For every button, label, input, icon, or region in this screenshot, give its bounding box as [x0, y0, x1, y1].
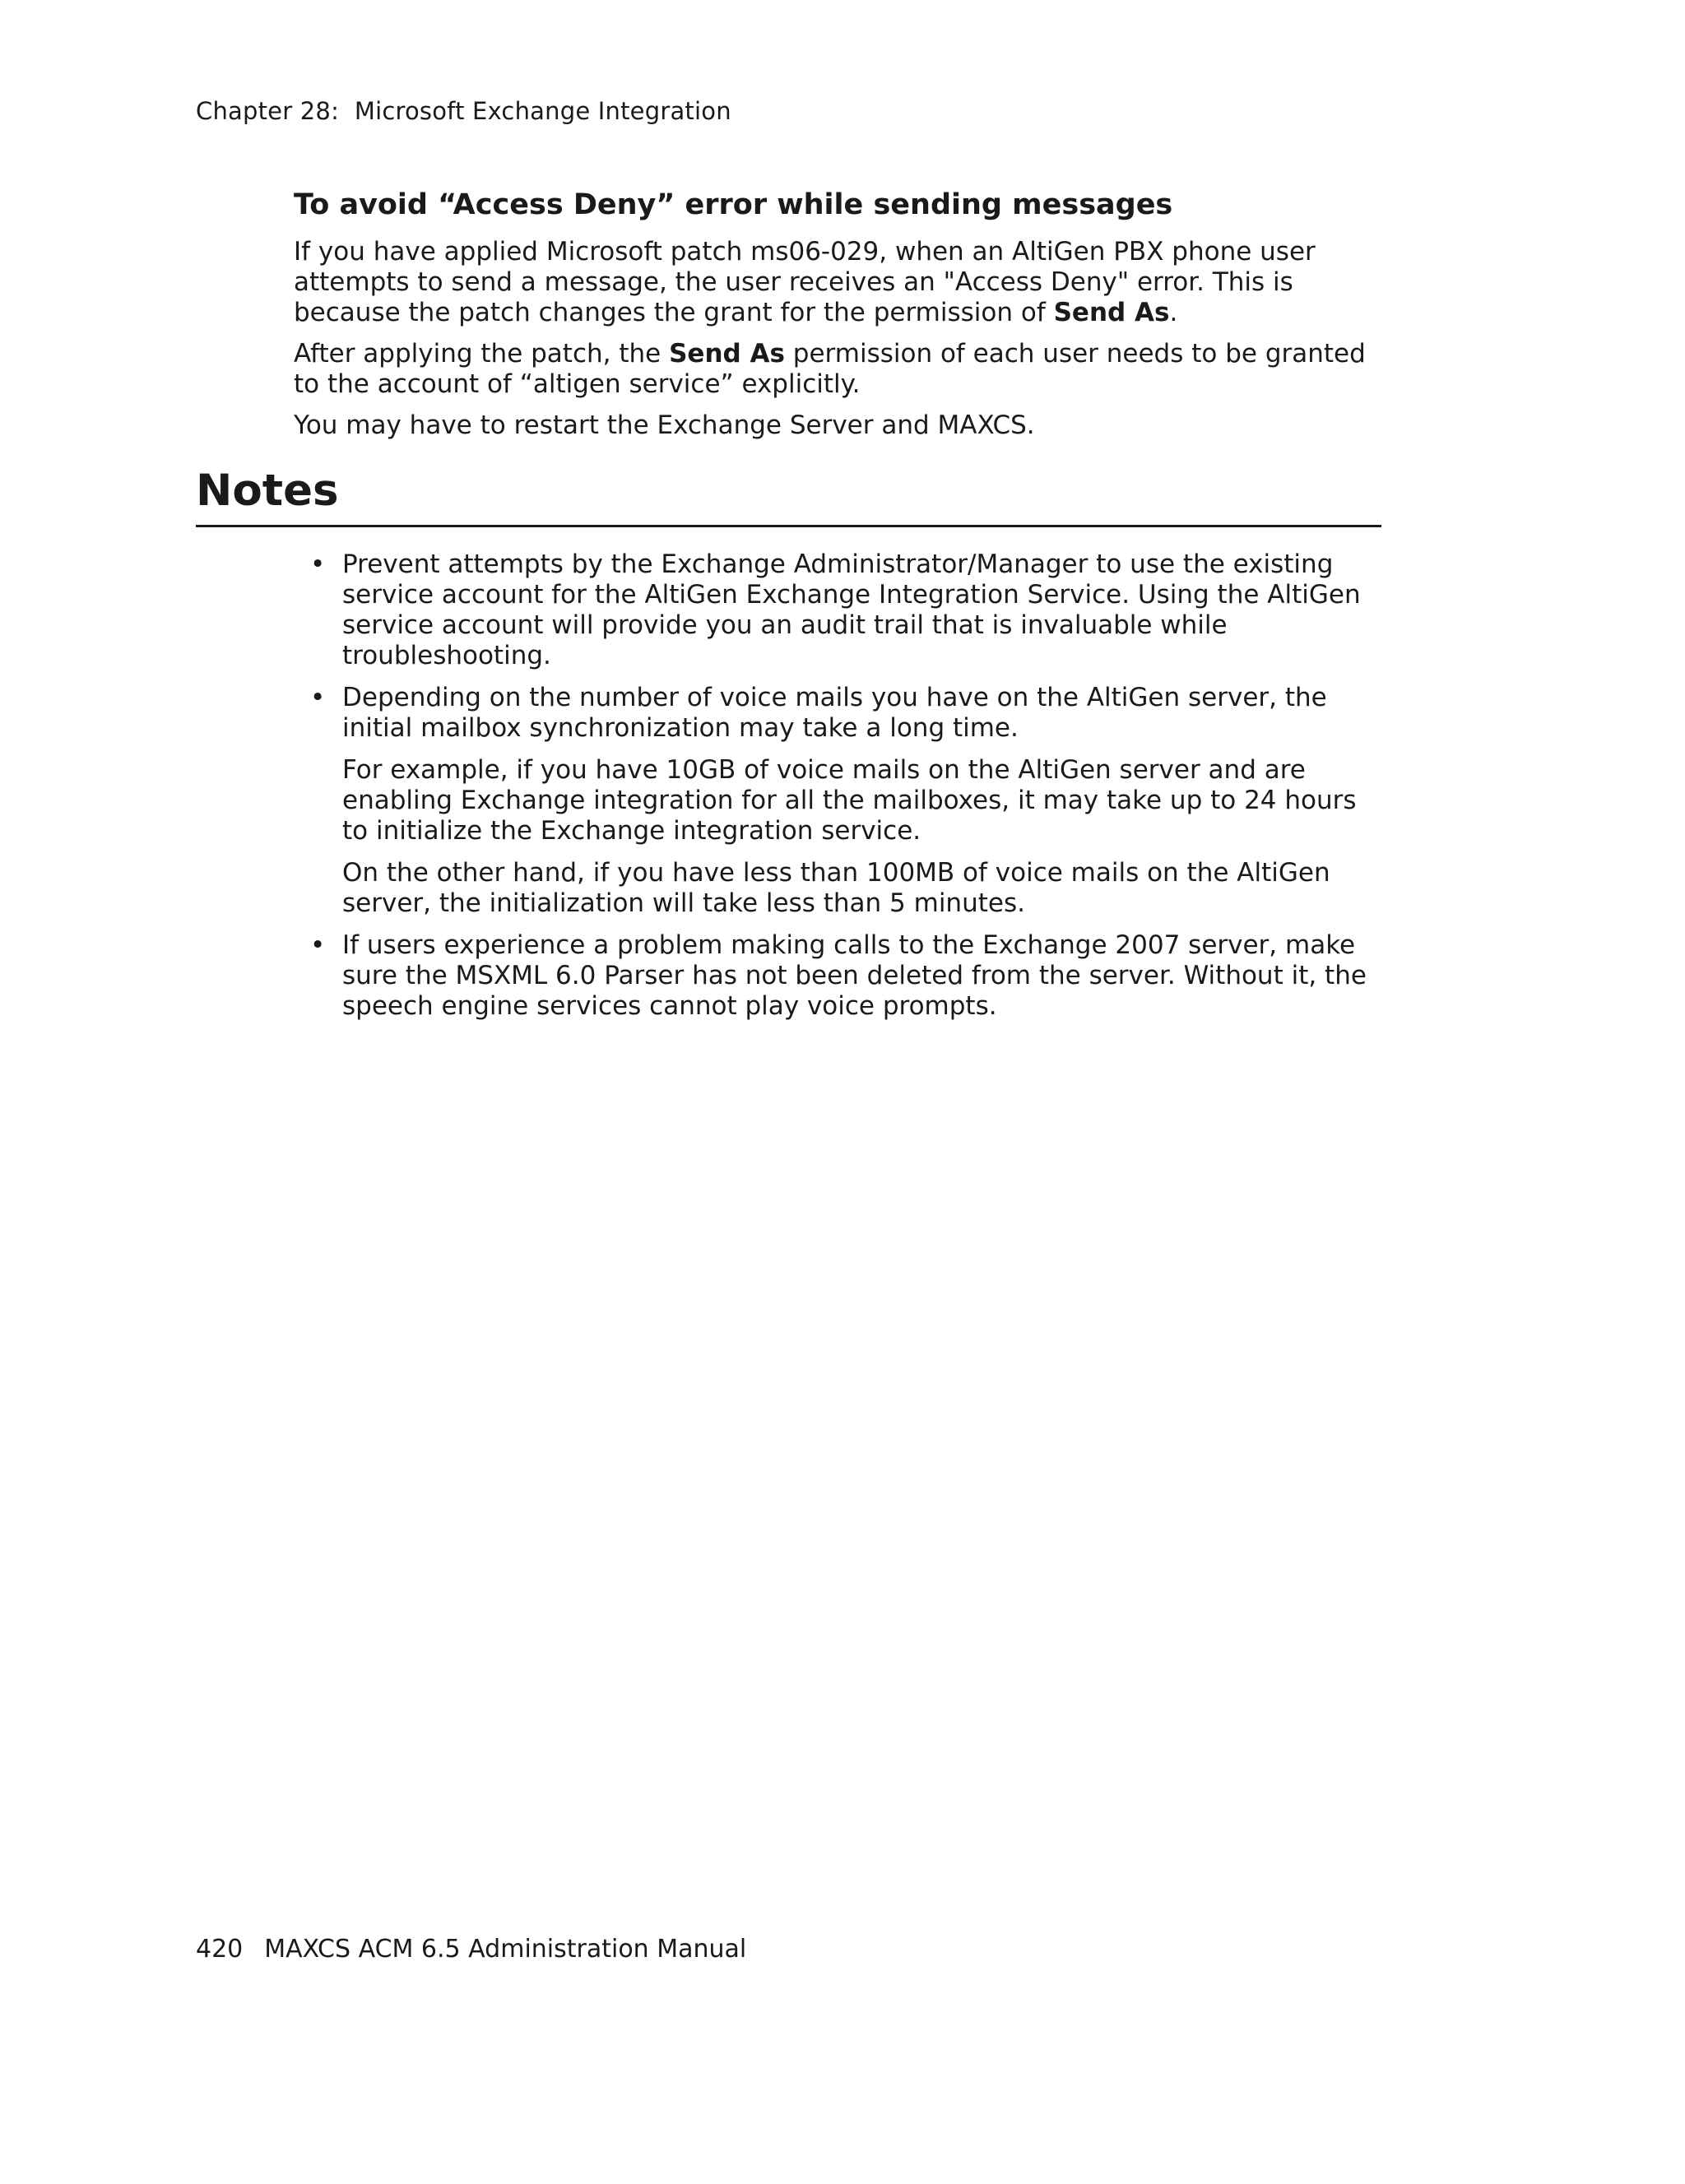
list-item-subparagraph: For example, if you have 10GB of voice mails on the AltiGen server and are enabling Exchange integration for all the mailboxes, it may take up to 24 hours to initialize the Exchange integration service.: [342, 755, 1357, 846]
heading-rule: [196, 525, 1381, 527]
bold-term: Send As: [669, 339, 785, 369]
bullet-icon: •: [310, 683, 326, 712]
paragraph-text: .: [1169, 298, 1178, 327]
bold-term: Send As: [1053, 298, 1170, 327]
access-deny-section: [294, 184, 1380, 452]
list-item: [310, 930, 1380, 1022]
paragraph-permission: [294, 339, 1380, 400]
paragraph-restart: You may have to restart the Exchange Server and MAXCS.: [294, 410, 1035, 440]
section-heading: To avoid “Access Deny” error while sending messages: [294, 188, 1173, 221]
list-item-text: If users experience a problem making calls to the Exchange 2007 server, make sure the MSXML 6.0 Parser has not been deleted from the server. Without it, the speech engine services cannot play voice prompts.: [342, 930, 1367, 1021]
paragraph-text: If you have applied Microsoft patch ms06-029, when an AltiGen PBX phone user attempts to send a message, the user receives an "Access Deny" error. This is because the patch changes the grant for the permission of: [294, 237, 1316, 327]
running-header: Chapter 28: Microsoft Exchange Integration: [196, 97, 731, 125]
list-item-subparagraph: On the other hand, if you have less than 100MB of voice mails on the AltiGen server, the initialization will take less than 5 minutes.: [342, 858, 1330, 918]
paragraph-patch-info: [294, 237, 1380, 328]
list-item: [310, 549, 1380, 671]
notes-list: [310, 549, 1380, 1033]
bullet-icon: •: [310, 549, 326, 579]
list-item-text: Prevent attempts by the Exchange Administrator/Manager to use the existing service account for the AltiGen Exchange Integration Service. Using the AltiGen service account will provide you an audit trail that is invaluable while troubleshooting.: [342, 549, 1361, 670]
bullet-icon: •: [310, 930, 326, 960]
paragraph-text: permission of each user needs to be granted to the account of “altigen service” explicitly.: [294, 339, 1366, 399]
notes-section: [196, 462, 1381, 527]
paragraph-text: After applying the patch, the: [294, 339, 670, 369]
page-footer: [196, 1935, 746, 1964]
list-item: [310, 683, 1380, 919]
page-number: 420: [196, 1935, 244, 1964]
notes-title: Notes: [196, 466, 339, 516]
manual-title: MAXCS ACM 6.5 Administration Manual: [264, 1935, 747, 1964]
list-item-text: Depending on the number of voice mails you have on the AltiGen server, the initial mailbox synchronization may take a long time.: [342, 683, 1327, 743]
